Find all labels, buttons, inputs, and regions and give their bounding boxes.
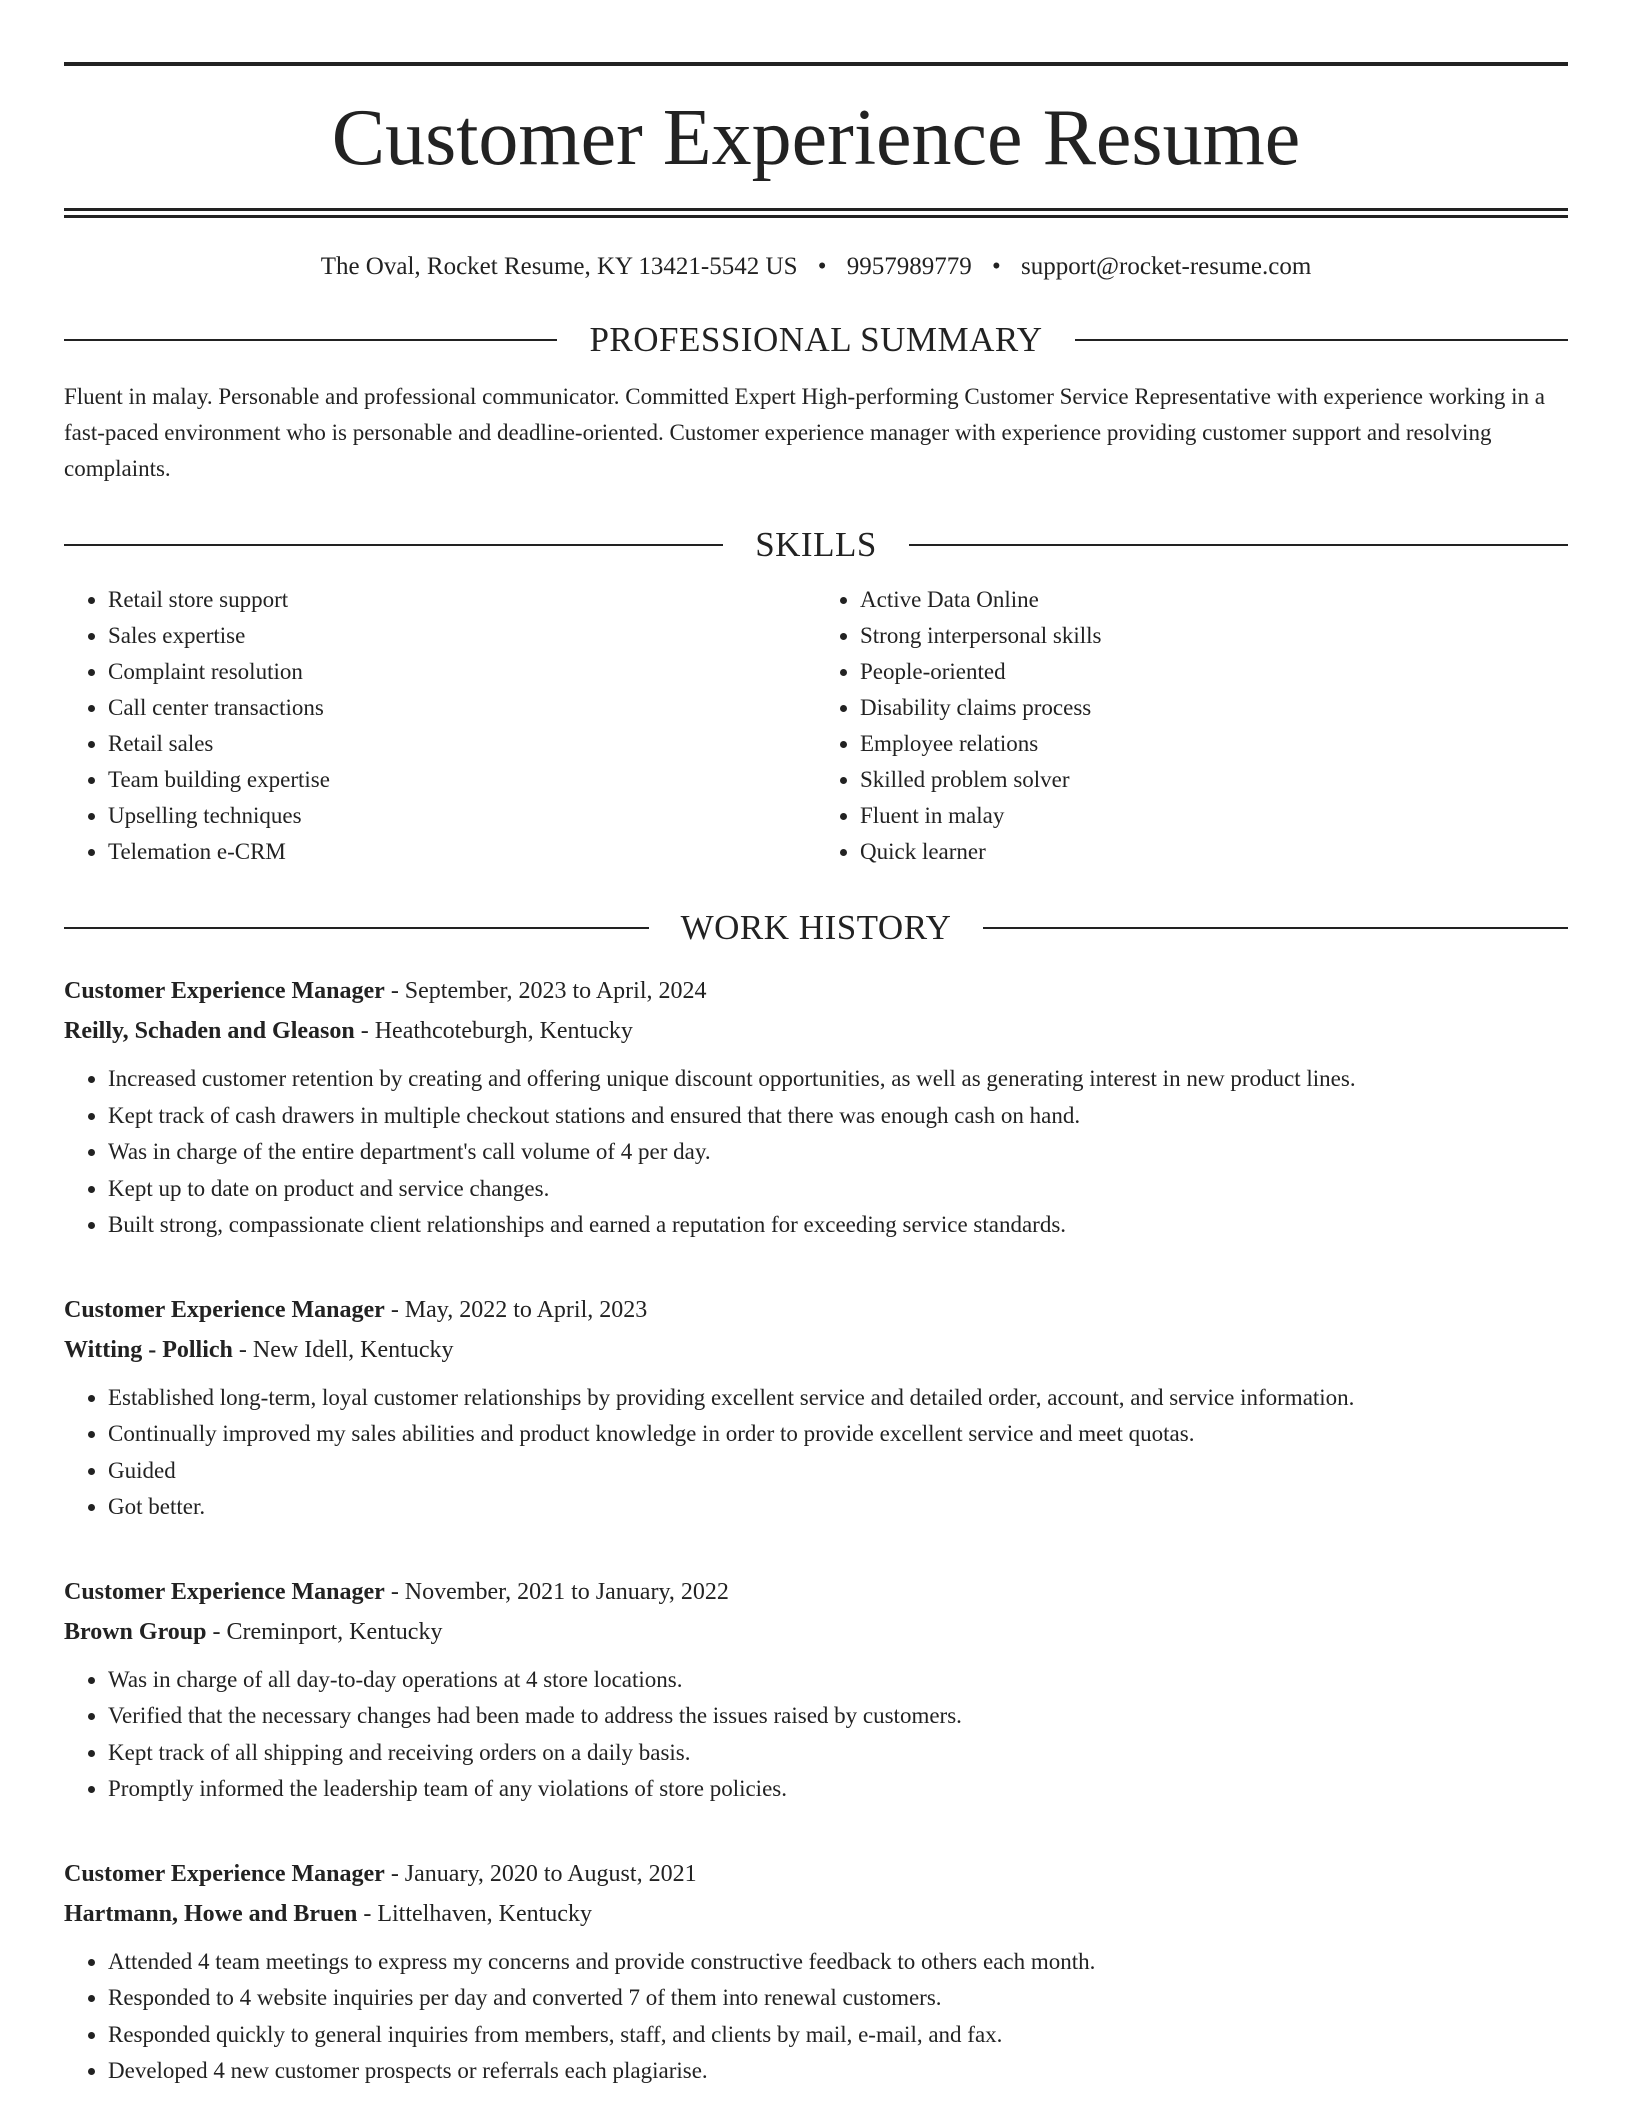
work-heading: WORK HISTORY <box>680 908 952 947</box>
job-bullet: • Guided <box>108 1453 1568 1490</box>
job-bullet: • Kept up to date on product and service changes. <box>108 1171 1568 1208</box>
job-bullet: • Kept track of cash drawers in multiple checkout stations and ensured that there was enough cash on hand. <box>108 1098 1568 1135</box>
contact-email: support@rocket-resume.com <box>1021 253 1312 280</box>
job-title-line <box>64 1290 1568 1330</box>
heading-rule-left <box>64 339 557 341</box>
job-entry <box>64 1854 1568 2090</box>
job-dates: - January, 2020 to August, 2021 <box>384 1860 697 1887</box>
job-entry <box>64 1290 1568 1526</box>
job-bullet: • Developed 4 new customer prospects or referrals each plagiarise. <box>108 2053 1568 2090</box>
skill-item: • Employee relations <box>860 726 1568 762</box>
skill-item: • People-oriented <box>860 654 1568 690</box>
skills-heading: SKILLS <box>755 525 877 564</box>
job-title: Customer Experience Manager <box>64 1296 385 1323</box>
job-company-line <box>64 1330 1568 1370</box>
resume-title: Customer Experience Resume <box>331 94 1301 182</box>
job-bullet: • Promptly informed the leadership team of any violations of store policies. <box>108 1771 1568 1808</box>
summary-section-heading <box>64 322 1568 357</box>
job-title-line <box>64 1572 1568 1612</box>
job-title-line <box>64 1854 1568 1894</box>
skill-item: • Active Data Online <box>860 582 1568 618</box>
skill-item: • Complaint resolution <box>108 654 816 690</box>
job-bullet: • Verified that the necessary changes had been made to address the issues raised by customers. <box>108 1698 1568 1735</box>
skill-item: • Call center transactions <box>108 690 816 726</box>
contact-separator: • <box>992 253 1001 280</box>
heading-rule-right <box>983 927 1568 929</box>
job-title: Customer Experience Manager <box>64 1860 385 1887</box>
job-bullets <box>64 1662 1568 1808</box>
job-bullet: • Was in charge of the entire department's call volume of 4 per day. <box>108 1134 1568 1171</box>
job-location: - Creminport, Kentucky <box>206 1618 443 1645</box>
job-bullet: • Kept track of all shipping and receiving orders on a daily basis. <box>108 1735 1568 1772</box>
job-company-line <box>64 1894 1568 1934</box>
heading-rule-right <box>909 544 1568 546</box>
job-bullet: • Established long-term, loyal customer relationships by providing excellent service and detailed order, account, and service information. <box>108 1380 1568 1417</box>
job-location: - New Idell, Kentucky <box>232 1336 454 1363</box>
job-company: Reilly, Schaden and Gleason <box>64 1018 355 1044</box>
skill-item: • Upselling techniques <box>108 798 816 834</box>
heading-rule-left <box>64 927 649 929</box>
job-entry <box>64 971 1568 1244</box>
skill-item: • Team building expertise <box>108 762 816 798</box>
job-title-line <box>64 971 1568 1011</box>
contact-separator: • <box>817 253 827 280</box>
contact-line <box>64 252 1568 282</box>
job-bullet: • Continually improved my sales abilities and product knowledge in order to provide excellent service and meet quotas. <box>108 1416 1568 1453</box>
skill-item: • Quick learner <box>860 834 1568 870</box>
job-company-line <box>64 1612 1568 1652</box>
skill-item: • Retail sales <box>108 726 816 762</box>
heading-rule-right <box>1075 339 1568 341</box>
skills-section-heading <box>64 527 1568 562</box>
job-company: Brown Group <box>64 1618 207 1645</box>
skill-item: • Skilled problem solver <box>860 762 1568 798</box>
professional-summary: Fluent in malay. Personable and professional communicator. Committed Expert High-performing Customer Service Representative with experience working in a fast-paced environment who is personable and deadline-oriented. Customer experience manager with experience providing customer support and resolving complaints. <box>64 384 1545 481</box>
work-history <box>64 971 1568 2090</box>
job-entry <box>64 1572 1568 1808</box>
job-dates: - November, 2021 to January, 2022 <box>384 1578 729 1605</box>
job-title: Customer Experience Manager <box>64 1578 385 1605</box>
job-bullets <box>64 1380 1568 1526</box>
contact-address: The Oval, Rocket Resume, KY 13421-5542 US <box>320 253 798 280</box>
job-bullet: • Responded to 4 website inquiries per day and converted 7 of them into renewal customers. <box>108 1980 1568 2017</box>
resume-page <box>64 62 1568 2090</box>
skills-list <box>64 582 1568 870</box>
job-bullet: • Responded quickly to general inquiries from members, staff, and clients by mail, e-mail, and fax. <box>108 2017 1568 2054</box>
skill-item: • Telemation e-CRM <box>108 834 816 870</box>
job-dates: - September, 2023 to April, 2024 <box>384 978 707 1004</box>
work-section-heading <box>64 910 1568 945</box>
skill-item: • Sales expertise <box>108 618 816 654</box>
heading-rule-left <box>64 544 723 546</box>
job-company: Hartmann, Howe and Bruen <box>64 1900 358 1927</box>
job-bullet: • Was in charge of all day-to-day operations at 4 store locations. <box>108 1662 1568 1699</box>
skills-column-left <box>64 582 816 870</box>
job-bullets <box>64 1061 1568 1244</box>
job-bullet: • Built strong, compassionate client relationships and earned a reputation for exceeding service standards. <box>108 1207 1568 1244</box>
job-bullet: • Attended 4 team meetings to express my concerns and provide constructive feedback to others each month. <box>108 1944 1568 1981</box>
skill-item: • Fluent in malay <box>860 798 1568 834</box>
skill-item: • Disability claims process <box>860 690 1568 726</box>
skill-item: • Retail store support <box>108 582 816 618</box>
top-rule <box>64 62 1568 66</box>
job-company: Witting - Pollich <box>64 1336 233 1363</box>
job-bullet: • Increased customer retention by creating and offering unique discount opportunities, as well as generating interest in new product lines. <box>108 1061 1568 1098</box>
job-title: Customer Experience Manager <box>64 978 385 1004</box>
title-double-rule <box>64 208 1568 218</box>
job-bullet: • Got better. <box>108 1489 1568 1526</box>
job-dates: - May, 2022 to April, 2023 <box>384 1296 648 1323</box>
job-company-line <box>64 1011 1568 1051</box>
skills-column-right <box>816 582 1568 870</box>
summary-heading: PROFESSIONAL SUMMARY <box>589 320 1043 359</box>
job-location: - Littelhaven, Kentucky <box>357 1900 592 1927</box>
contact-phone: 9957989779 <box>846 253 972 280</box>
skill-item: • Strong interpersonal skills <box>860 618 1568 654</box>
job-location: - Heathcoteburgh, Kentucky <box>354 1018 633 1044</box>
job-bullets <box>64 1944 1568 2090</box>
